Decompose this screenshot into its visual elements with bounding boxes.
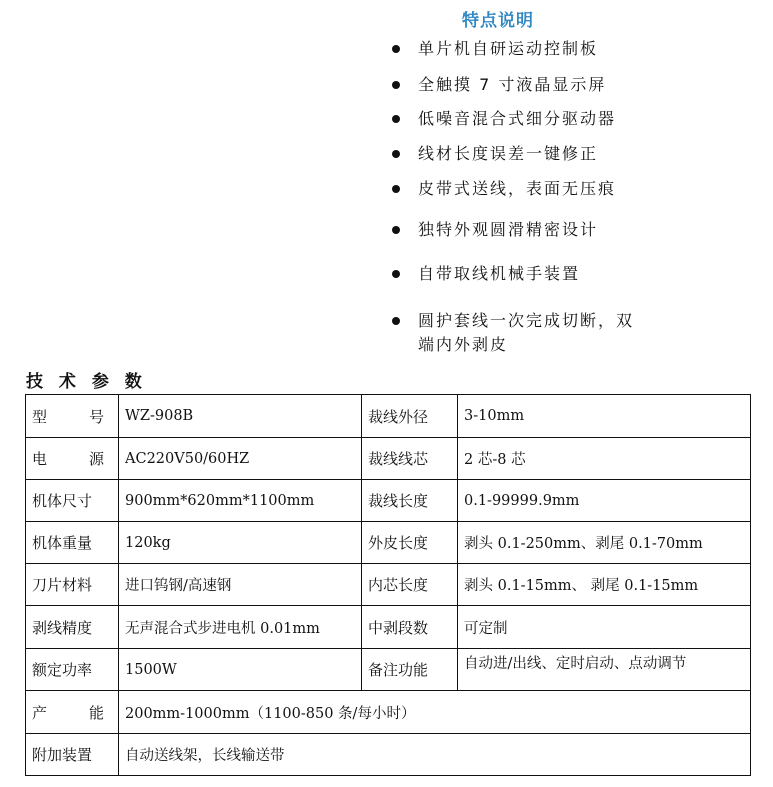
spec-label: 裁线长度 [362, 480, 458, 522]
spec-value: 120kg [119, 522, 362, 564]
table-row [26, 395, 751, 438]
bullet-icon [392, 115, 400, 123]
spec-label: 备注功能 [362, 649, 458, 691]
spec-value: 剥头 0.1-250mm、剥尾 0.1-70mm [458, 522, 751, 564]
spec-title: 技 术 参 数 [26, 372, 147, 392]
bullet-icon [392, 45, 400, 53]
spec-label: 电 源 [26, 438, 119, 480]
spec-value: 900mm*620mm*1100mm [119, 480, 362, 522]
bullet-icon [392, 81, 400, 89]
bullet-icon [392, 150, 400, 158]
spec-value: 0.1-99999.9mm [458, 480, 751, 522]
spec-value: 3-10mm [458, 395, 751, 438]
spec-label: 中剥段数 [362, 606, 458, 649]
table-row [26, 734, 751, 776]
spec-label: 外皮长度 [362, 522, 458, 564]
spec-value: 无声混合式步进电机 0.01mm [119, 606, 362, 649]
spec-value: AC220V50/60HZ [119, 438, 362, 480]
spec-label: 附加装置 [26, 734, 119, 776]
table-row [26, 691, 751, 734]
bullet-icon [392, 317, 400, 325]
spec-label: 裁线外径 [362, 395, 458, 438]
table-row [26, 522, 751, 564]
spec-value: 剥头 0.1-15mm、 剥尾 0.1-15mm [458, 564, 751, 606]
spec-value: 2 芯-8 芯 [458, 438, 751, 480]
spec-label: 内芯长度 [362, 564, 458, 606]
spec-label: 额定功率 [26, 649, 119, 691]
spec-label: 剥线精度 [26, 606, 119, 649]
spec-label: 刀片材料 [26, 564, 119, 606]
spec-table [25, 394, 751, 776]
spec-label: 产 能 [26, 691, 119, 734]
spec-value: 1500W [119, 649, 362, 691]
table-row [26, 438, 751, 480]
spec-label: 裁线线芯 [362, 438, 458, 480]
bullet-icon [392, 226, 400, 234]
spec-value: 可定制 [458, 606, 751, 649]
spec-value: 自动进/出线、定时启动、点动调节 [458, 649, 751, 691]
table-row [26, 480, 751, 522]
bullet-icon [392, 270, 400, 278]
features-title: 特点说明 [462, 11, 534, 31]
spec-label: 机体尺寸 [26, 480, 119, 522]
bullet-icon [392, 185, 400, 193]
spec-value: 进口钨钢/高速钢 [119, 564, 362, 606]
table-row [26, 606, 751, 649]
table-row [26, 649, 751, 691]
spec-value: 自动送线架，长线输送带 [119, 734, 751, 776]
table-row [26, 564, 751, 606]
spec-value: WZ-908B [119, 395, 362, 438]
spec-value: 200mm-1000mm（1100-850 条/每小时） [119, 691, 751, 734]
spec-label: 型 号 [26, 395, 119, 438]
spec-label: 机体重量 [26, 522, 119, 564]
